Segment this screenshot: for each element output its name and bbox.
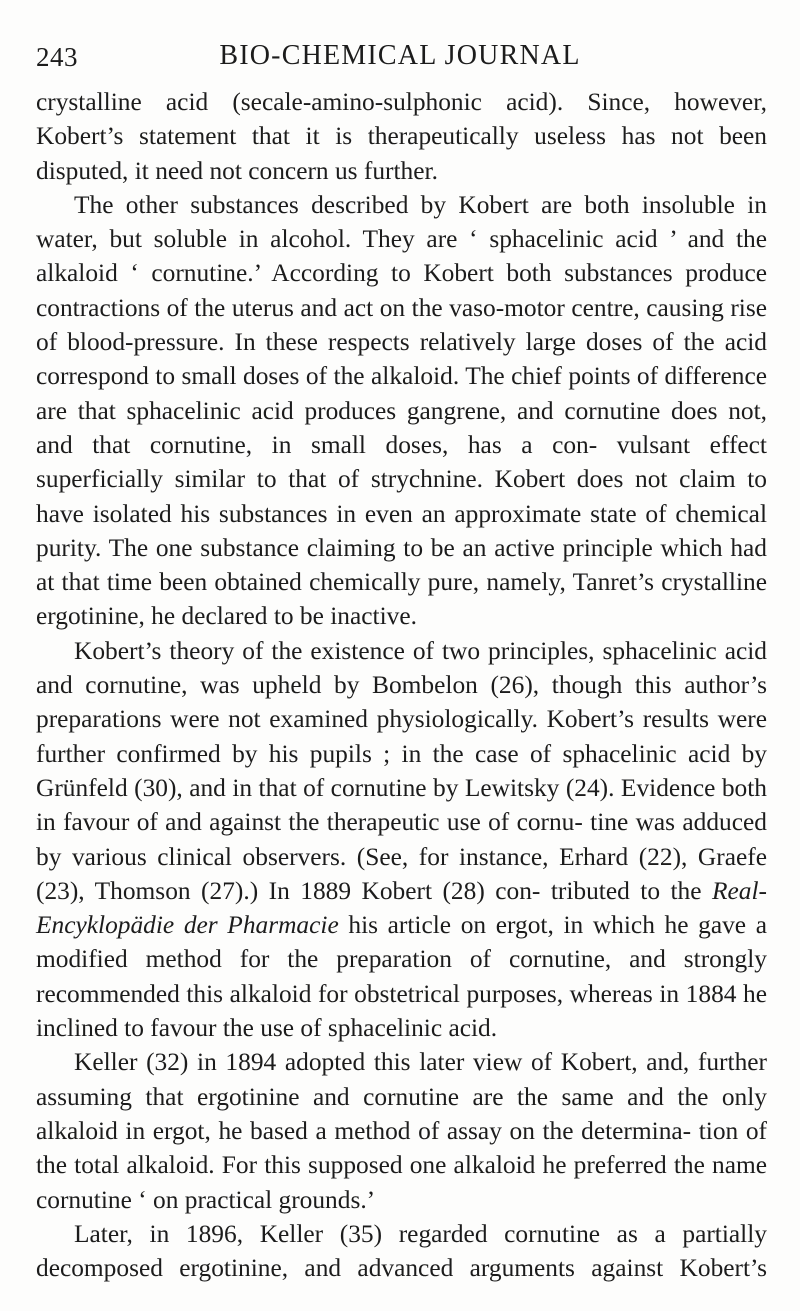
running-title: BIO-CHEMICAL JOURNAL: [219, 40, 581, 71]
paragraph-keller-1894: Keller (32) in 1894 adopted this later view of Kobert, and, further assuming that ergotinine and cornutine are the same and the only alkaloid in ergot, he based a method of assay on the determina- tion of the total alkaloid. For this supposed one alkaloid he preferred the name cornutine ‘ on practical grounds.’: [36, 1048, 767, 1214]
paragraph-text-before: Kobert’s theory of the existence of two principles, sphacelinic acid and cornutine, was upheld by Bombelon (26), though this author’s preparations were not examined physiologically. Kobert’s results were further confirmed by his pupils ; in the case of sphacelinic acid by Grünfeld (30), and in that of cornutine by Lewitsky (24). Evidence both in favour of and against the therapeutic use of cornu- tine was adduced by various clinical observers. (See, for instance, Erhard (22), Graefe (23), Thomson (27).) In 1889 Kobert (28) con- tributed to the: [36, 636, 767, 905]
publication-title: Real-Encyklopädie der Pharmacie: [36, 876, 767, 940]
body-text: [36, 85, 767, 1285]
paragraph-kobert-theory: [36, 634, 767, 1046]
paragraph-continuation: crystalline acid (secale-amino-sulphonic acid). Since, however, Kobert’s statement that it is therapeutically useless has not been disputed, it need not concern us further.: [36, 88, 767, 185]
paragraph-keller-1896: Later, in 1896, Keller (35) regarded cornutine as a partially decomposed ergotinine, and advanced arguments against Kobert’s: [36, 1219, 767, 1283]
paragraph-text-after: his article on ergot, in which he gave a modified method for the preparation of cornutine, and strongly recommended this alkaloid for obstetrical purposes, whereas in 1884 he inclined to favour the use of sphacelinic acid.: [36, 911, 767, 1043]
paragraph-substances: The other substances described by Kobert are both insoluble in water, but soluble in alcohol. They are ‘ sphacelinic acid ’ and the alkaloid ‘ cornutine.’ According to Kobert both substances produce contractions of the uterus and act on the vaso-motor centre, causing rise of blood-pressure. In these respects relatively large doses of the acid correspond to small doses of the alkaloid. The chief points of difference are that sphacelinic acid produces gangrene, and cornutine does not, and that cornutine, in small doses, has a con- vulsant effect superficially similar to that of strychnine. Kobert does not claim to have isolated his substances in even an approximate state of chemical purity. The one substance claiming to be an active principle which had at that time been obtained chemically pure, namely, Tanret’s crystalline ergotinine, he declared to be inactive.: [36, 190, 767, 631]
page-header: [0, 40, 800, 76]
page-number: 243: [36, 42, 78, 72]
